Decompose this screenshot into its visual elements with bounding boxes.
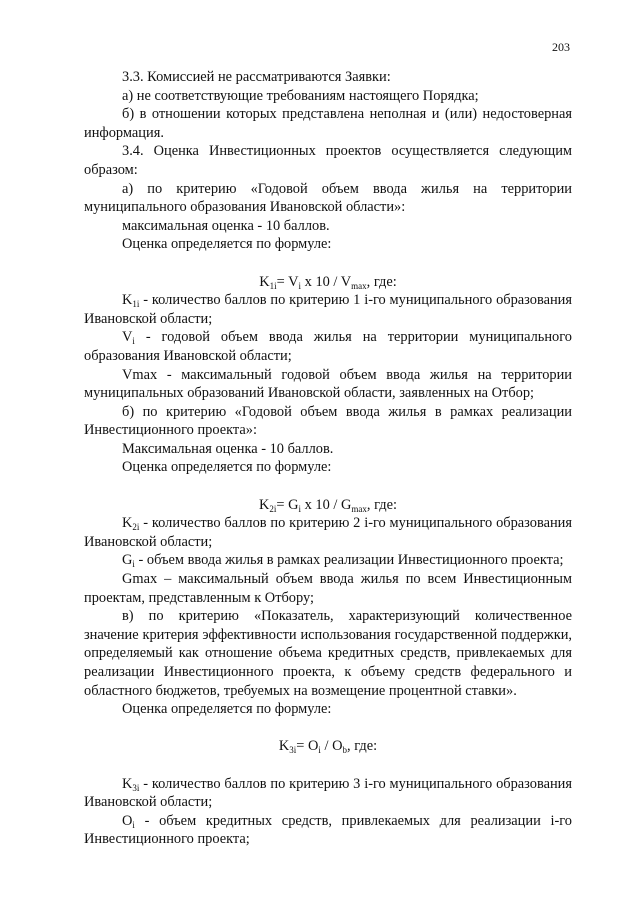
- definition-k3i: $K_{3i}$ - количество баллов по критерию 3 i-го муниципального образования Ивановской области;: [84, 775, 572, 811]
- paragraph-3-3-b: б) в отношении которых представлена неполная и (или) недостоверная информация.: [84, 106, 572, 141]
- paragraph-3-3: 3.3. Комиссией не рассматриваются Заявки:: [122, 69, 391, 85]
- definition-gi: $G_i$ - объем ввода жилья в рамках реализации Инвестиционного проекта;: [122, 552, 564, 570]
- criterion-a: а) по критерию «Годовой объем ввода жилья на территории муниципального образования Ивановской области»:: [84, 180, 572, 216]
- formula-intro-b: Оценка определяется по формуле:: [122, 459, 332, 476]
- page-number: 203: [552, 40, 570, 54]
- definition-k1i: $K_{1i}$ - количество баллов по критерию 1 i-го муниципального образования Ивановской области;: [84, 292, 572, 327]
- definition-oi: $O_i$ - объем кредитных средств, привлекаемых для реализации i-го Инвестиционного проекта;: [84, 812, 572, 848]
- definition-vmax: Vmax - максимальный годовой объем ввода жилья на территории муниципальных образований Ивановской области, заявленных на Отбор;: [84, 366, 572, 402]
- formula-k3: $K_{3i}= O_i / O_b$, где:: [278, 738, 378, 756]
- max-score-b: Максимальная оценка - 10 баллов.: [122, 440, 334, 457]
- max-score-a: максимальная оценка - 10 баллов.: [122, 217, 330, 234]
- document-body: [84, 68, 572, 849]
- formula-k2: $K_{2i}= G_i$ x $10 / G_{max}$, где:: [258, 496, 397, 514]
- formula-k1: $K_{1i}= V_i$ x $10 / V_{max}$, где:: [259, 273, 397, 291]
- criterion-c: в) по критерию «Показатель, характеризующий количественное значение критерия эффективности использования государственной поддержки, определяемый как отношение объема кредитных средств, привлекаемых для реализации Инвестиционного проекта, к объему средств федерального и областного бюджетов, требуемых на возмещение процентной ставки».: [84, 608, 572, 699]
- formula-intro-c: Оценка определяется по формуле:: [122, 701, 332, 718]
- definition-vi: $V_i$ - годовой объем ввода жилья на территории муниципального образования Ивановской области;: [84, 329, 572, 364]
- criterion-b: б) по критерию «Годовой объем ввода жилья в рамках реализации Инвестиционного проекта»:: [84, 403, 572, 439]
- formula-intro-a: Оценка определяется по формуле:: [122, 236, 332, 253]
- paragraph-3-4: 3.4. Оценка Инвестиционных проектов осуществляется следующим образом:: [84, 143, 572, 178]
- paragraph-3-3-a: а) не соответствующие требованиям настоящего Порядка;: [122, 87, 479, 104]
- definition-gmax: Gmax – максимальный объем ввода жилья по всем Инвестиционным проектам, представленным к Отбору;: [84, 571, 572, 606]
- definition-k2i: $K_{2i}$ - количество баллов по критерию 2 i-го муниципального образования Ивановской области;: [84, 515, 572, 550]
